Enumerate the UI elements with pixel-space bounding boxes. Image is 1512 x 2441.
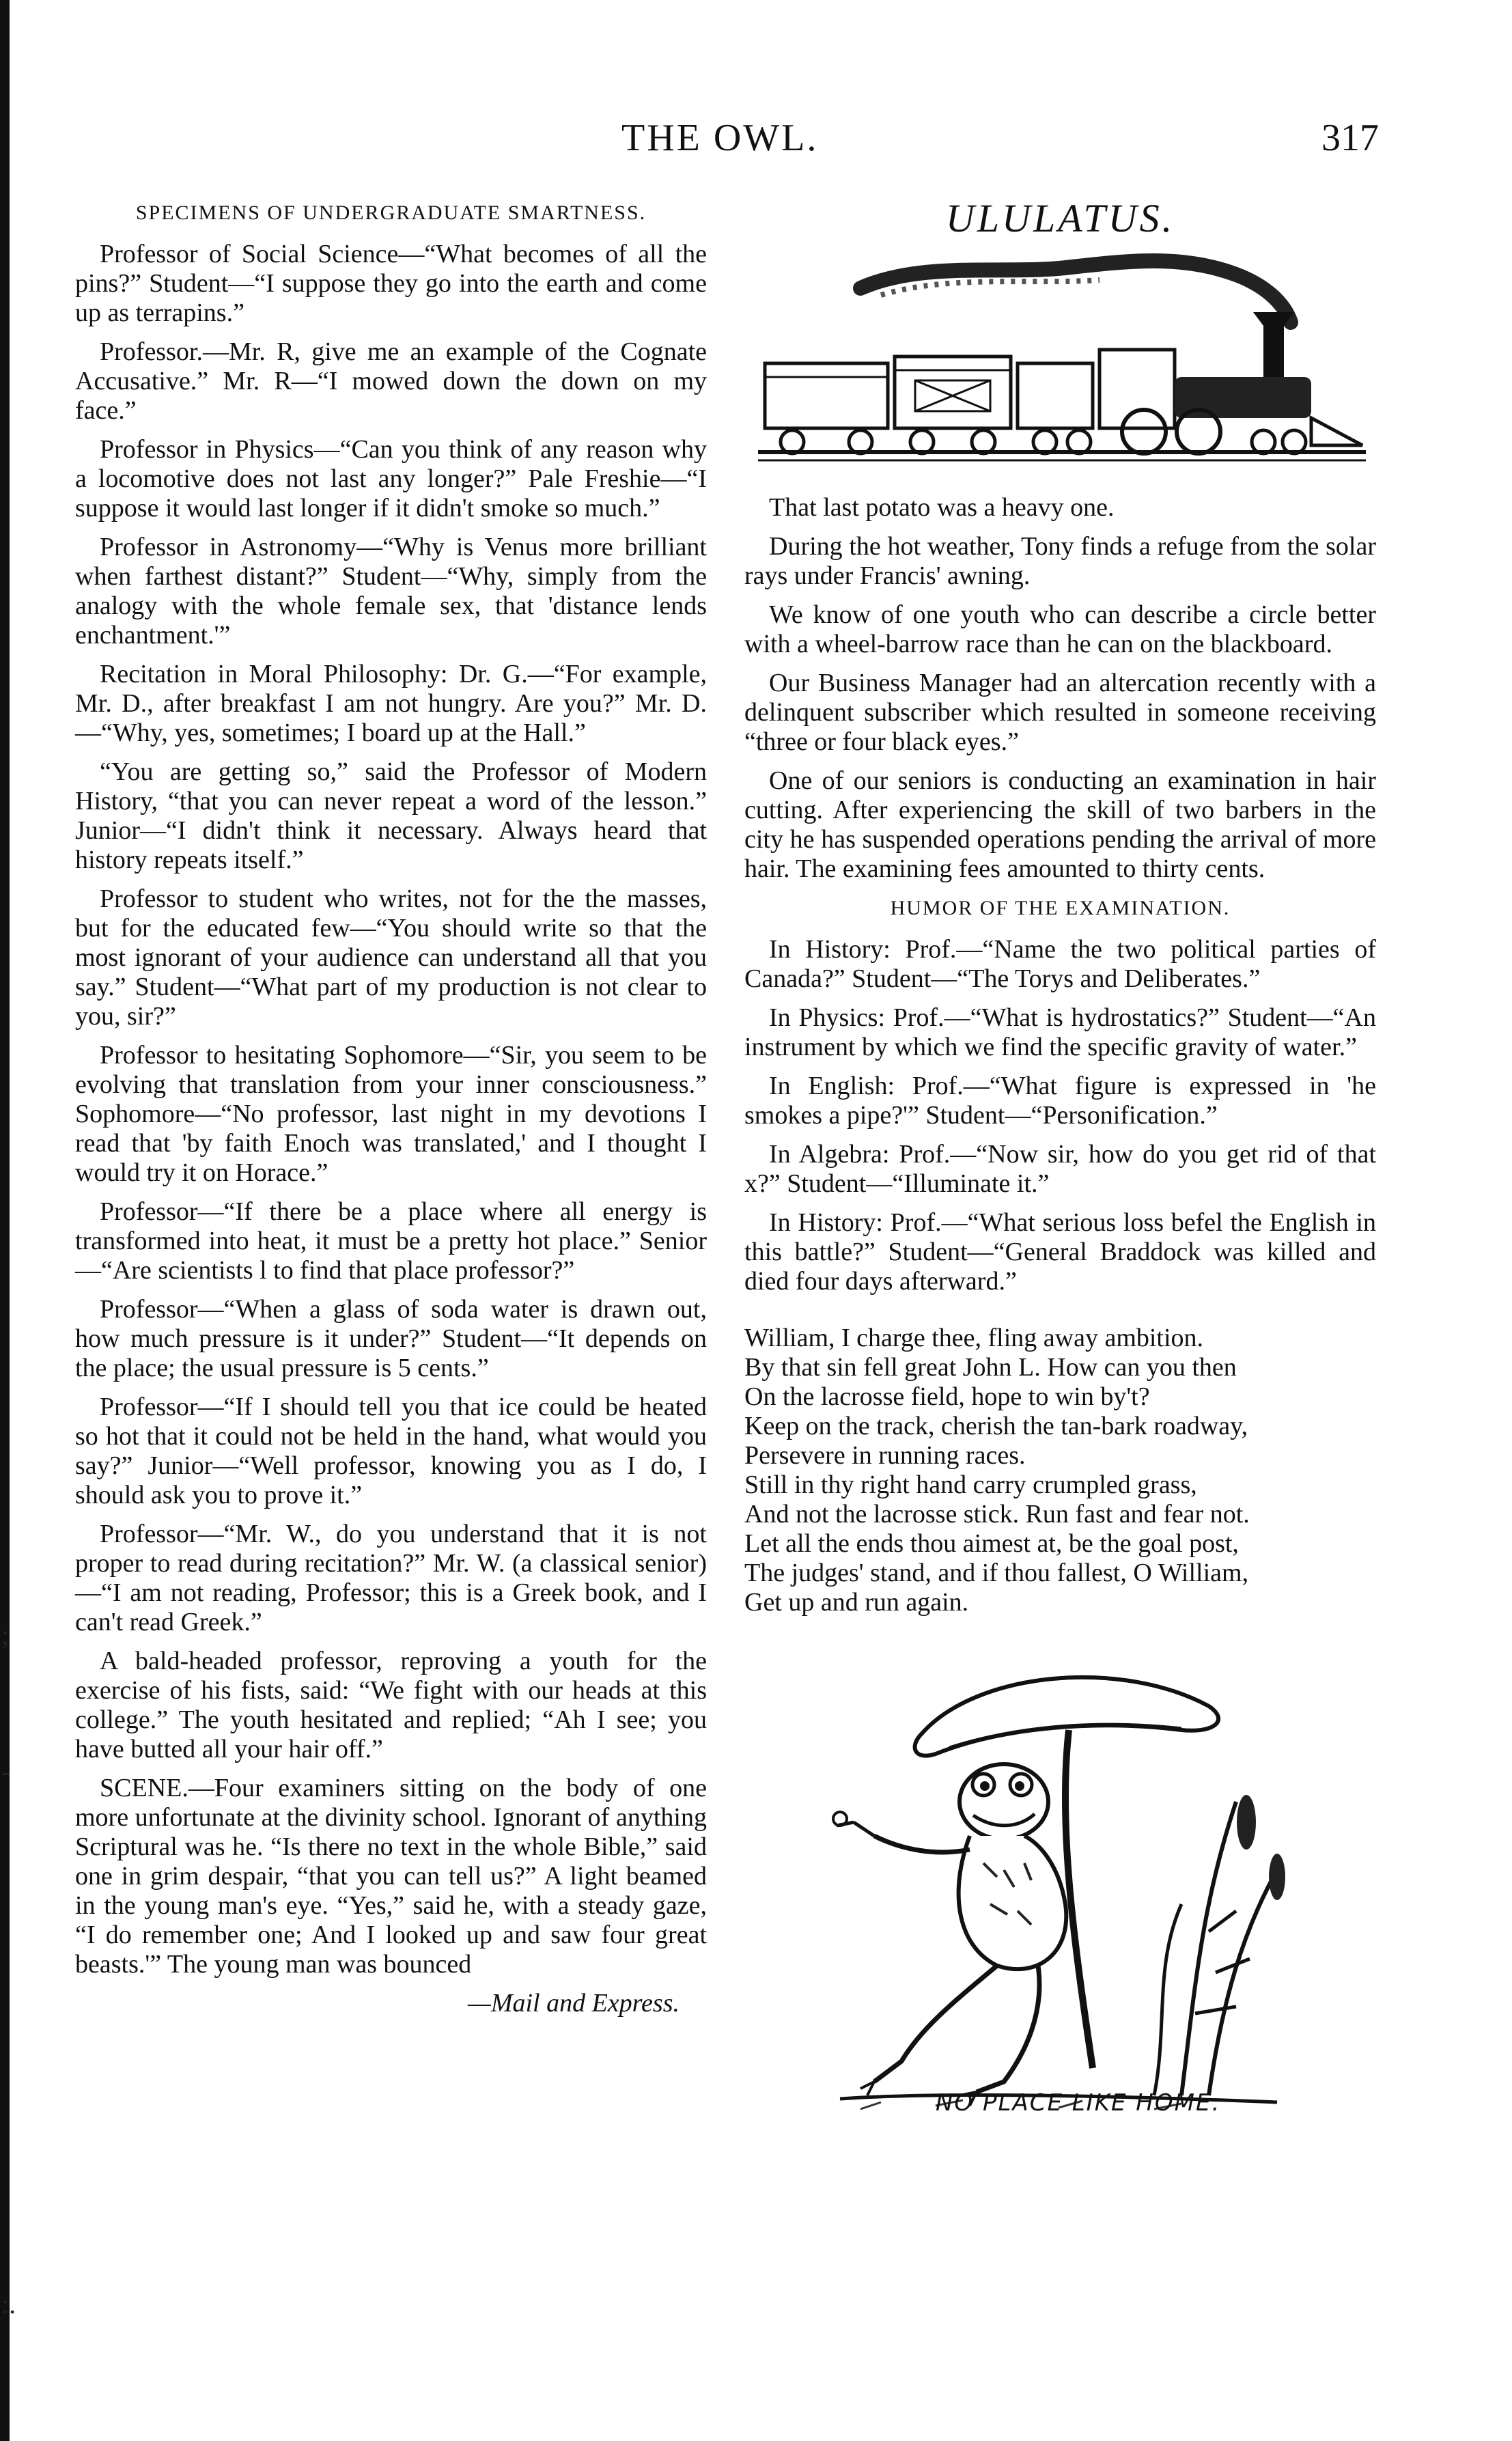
source-attribution: —Mail and Express. [468,1989,680,2018]
margin-mark: :. [1,2289,16,2319]
exam-item: In English: Prof.—“What figure is expressed in 'he smokes a pipe?'” Student—“Personification.” [744,1072,1376,1130]
running-title: THE OWL. [621,117,819,159]
poem-line: Get up and run again. [744,1588,969,1617]
anecdote-paragraph: Professor—“Mr. W., do you understand that it is not proper to read during recitation?” Mr. W. (a classical senior)—“I am not reading, Professor; this is a Greek book, and I can't read Greek.” [75,1520,707,1636]
news-item: During the hot weather, Tony finds a refuge from the solar rays under Francis' awning. [744,532,1376,590]
anecdote-paragraph: A bald-headed professor, reproving a youth for the exercise of his fists, said: “We fight with our heads at this college.” The youth hesitated and replied; “Ah I see; you have butted all your hair off.” [75,1647,707,1763]
frog-illustration-block [744,1645,1376,2136]
anecdote-paragraph: Professor of Social Science—“What becomes of all the pins?” Student—“I suppose they go into the earth and come up as terrapins.” [75,240,707,327]
news-item: That last potato was a heavy one. [769,493,1115,522]
exam-item: In History: Prof.—“Name the two political parties of Canada?” Student—“The Torys and Deliberates.” [744,935,1376,993]
anecdote-paragraph: “You are getting so,” said the Professor of Modern History, “that you can never repeat a word of the lesson.” Junior—“I didn't think it necessary. Always heard that history repeats itself.” [75,757,707,874]
exam-item: In Algebra: Prof.—“Now sir, how do you get rid of that x?” Student—“Illuminate it.” [744,1140,1376,1198]
page-number: 317 [1321,117,1379,159]
anecdote-paragraph: Professor in Astronomy—“Why is Venus more brilliant when farthest distant?” Student—“Why, simply from the analogy with the whole female sex, that 'distance lends enchantment.'” [75,533,707,650]
frog-under-mushroom-illustration [799,1645,1318,2123]
anecdote-paragraph: Professor—“When a glass of soda water is drawn out, how much pressure is it under?” Student—“It depends on the place; the usual pressure is 5 cents.” [75,1295,707,1382]
train-illustration [744,247,1376,479]
section-heading: SPECIMENS OF UNDERGRADUATE SMARTNESS. [135,201,647,224]
left-column [75,198,707,2028]
exam-section-heading: HUMOR OF THE EXAMINATION. [890,897,1231,919]
poem-line: William, I charge thee, fling away ambition. [744,1324,1204,1352]
poem-line: On the lacrosse field, hope to win by't? [744,1382,1150,1411]
anecdote-paragraph: Professor to student who writes, not for the the masses, but for the educated few—“You should write so that the most ignorant of your audience can understand all that you say.” Student—“What part of my production is not clear to you, sir?” [75,884,707,1031]
margin-mark: - [1,1756,11,1787]
anecdote-paragraph: Professor—“If I should tell you that ice could be heated so hot that it could not be held in the hand, what would you say?” Junior—“Well professor, knowing you as I do, I should ask you to prove it.” [75,1393,707,1509]
exam-item: In Physics: Prof.—“What is hydrostatics?” Student—“An instrument by which we find the specific gravity of water.” [744,1003,1376,1061]
anecdote-paragraph: Recitation in Moral Philosophy: Dr. G.—“For example, Mr. D., after breakfast I am not hungry. Are you?” Mr. D.—“Why, yes, sometimes; I board up at the Hall.” [75,660,707,747]
poem-line: By that sin fell great John L. How can you then [744,1353,1237,1382]
anecdote-paragraph: Professor to hesitating Sophomore—“Sir, you seem to be evolving that translation from your inner consciousness.” Sophomore—“No professor, last night in my devotions I read that 'by faith Enoch was translated,' and I thought I would try it on Horace.” [75,1041,707,1187]
page-binding-edge [0,0,10,2441]
news-item: Our Business Manager had an altercation recently with a delinquent subscriber which resulted in someone receiving “three or four black eyes.” [744,669,1376,756]
news-item: One of our seniors is conducting an examination in hair cutting. After experiencing the skill of two barbers in the city he has suspended operations pending the arrival of more hair. The examining fees amounted to thirty cents. [744,766,1376,883]
poem-line: Persevere in running races. [744,1441,1026,1470]
anecdote-paragraph: Professor—“If there be a place where all energy is transformed into heat, it must be a pretty hot place.” Senior—“Are scientists l to find that place professor?” [75,1197,707,1285]
poem-line: Keep on the track, cherish the tan-bark roadway, [744,1412,1248,1440]
poem-line: The judges' stand, and if thou fallest, O William, [744,1559,1249,1587]
ululatus-heading: ULULATUS. [945,196,1175,240]
anecdote-paragraph: SCENE.—Four examiners sitting on the body of one more unfortunate at the divinity school. Ignorant of anything Scriptural was he. “Is there no text in the whole Bible,” said one in grim despair, “that you can tell us?” A light beamed in the young man's eye. “Yes,” said he, with a steady gaze, “I do remember one; And I looked up and saw four great beasts.'” The young man was bounced [75,1774,707,1979]
right-column [744,198,1376,2136]
anecdote-paragraph: Professor in Physics—“Can you think of any reason why a locomotive does not last any longer?” Pale Freshie—“I suppose it would last longer if it didn't smoke so much.” [75,435,707,522]
page-header [0,116,1512,171]
exam-item: In History: Prof.—“What serious loss befel the English in this battle?” Student—“General Braddock was killed and died four days afterward.” [744,1208,1376,1296]
news-item: We know of one youth who can describe a circle better with a wheel-barrow race than he can on the blackboard. [744,600,1376,658]
anecdote-paragraph: Professor.—Mr. R, give me an example of the Cognate Accusative.” Mr. R—“I mowed down the down on my face.” [75,337,707,425]
illustration-caption: NO PLACE LIKE HOME. [936,2089,1221,2117]
poem [744,1324,1376,1617]
margin-mark: ; [1,1619,10,1650]
poem-line: Let all the ends thou aimest at, be the goal post, [744,1529,1239,1558]
poem-line: Still in thy right hand carry crumpled grass, [744,1470,1197,1499]
poem-line: And not the lacrosse stick. Run fast and fear not. [744,1500,1250,1529]
